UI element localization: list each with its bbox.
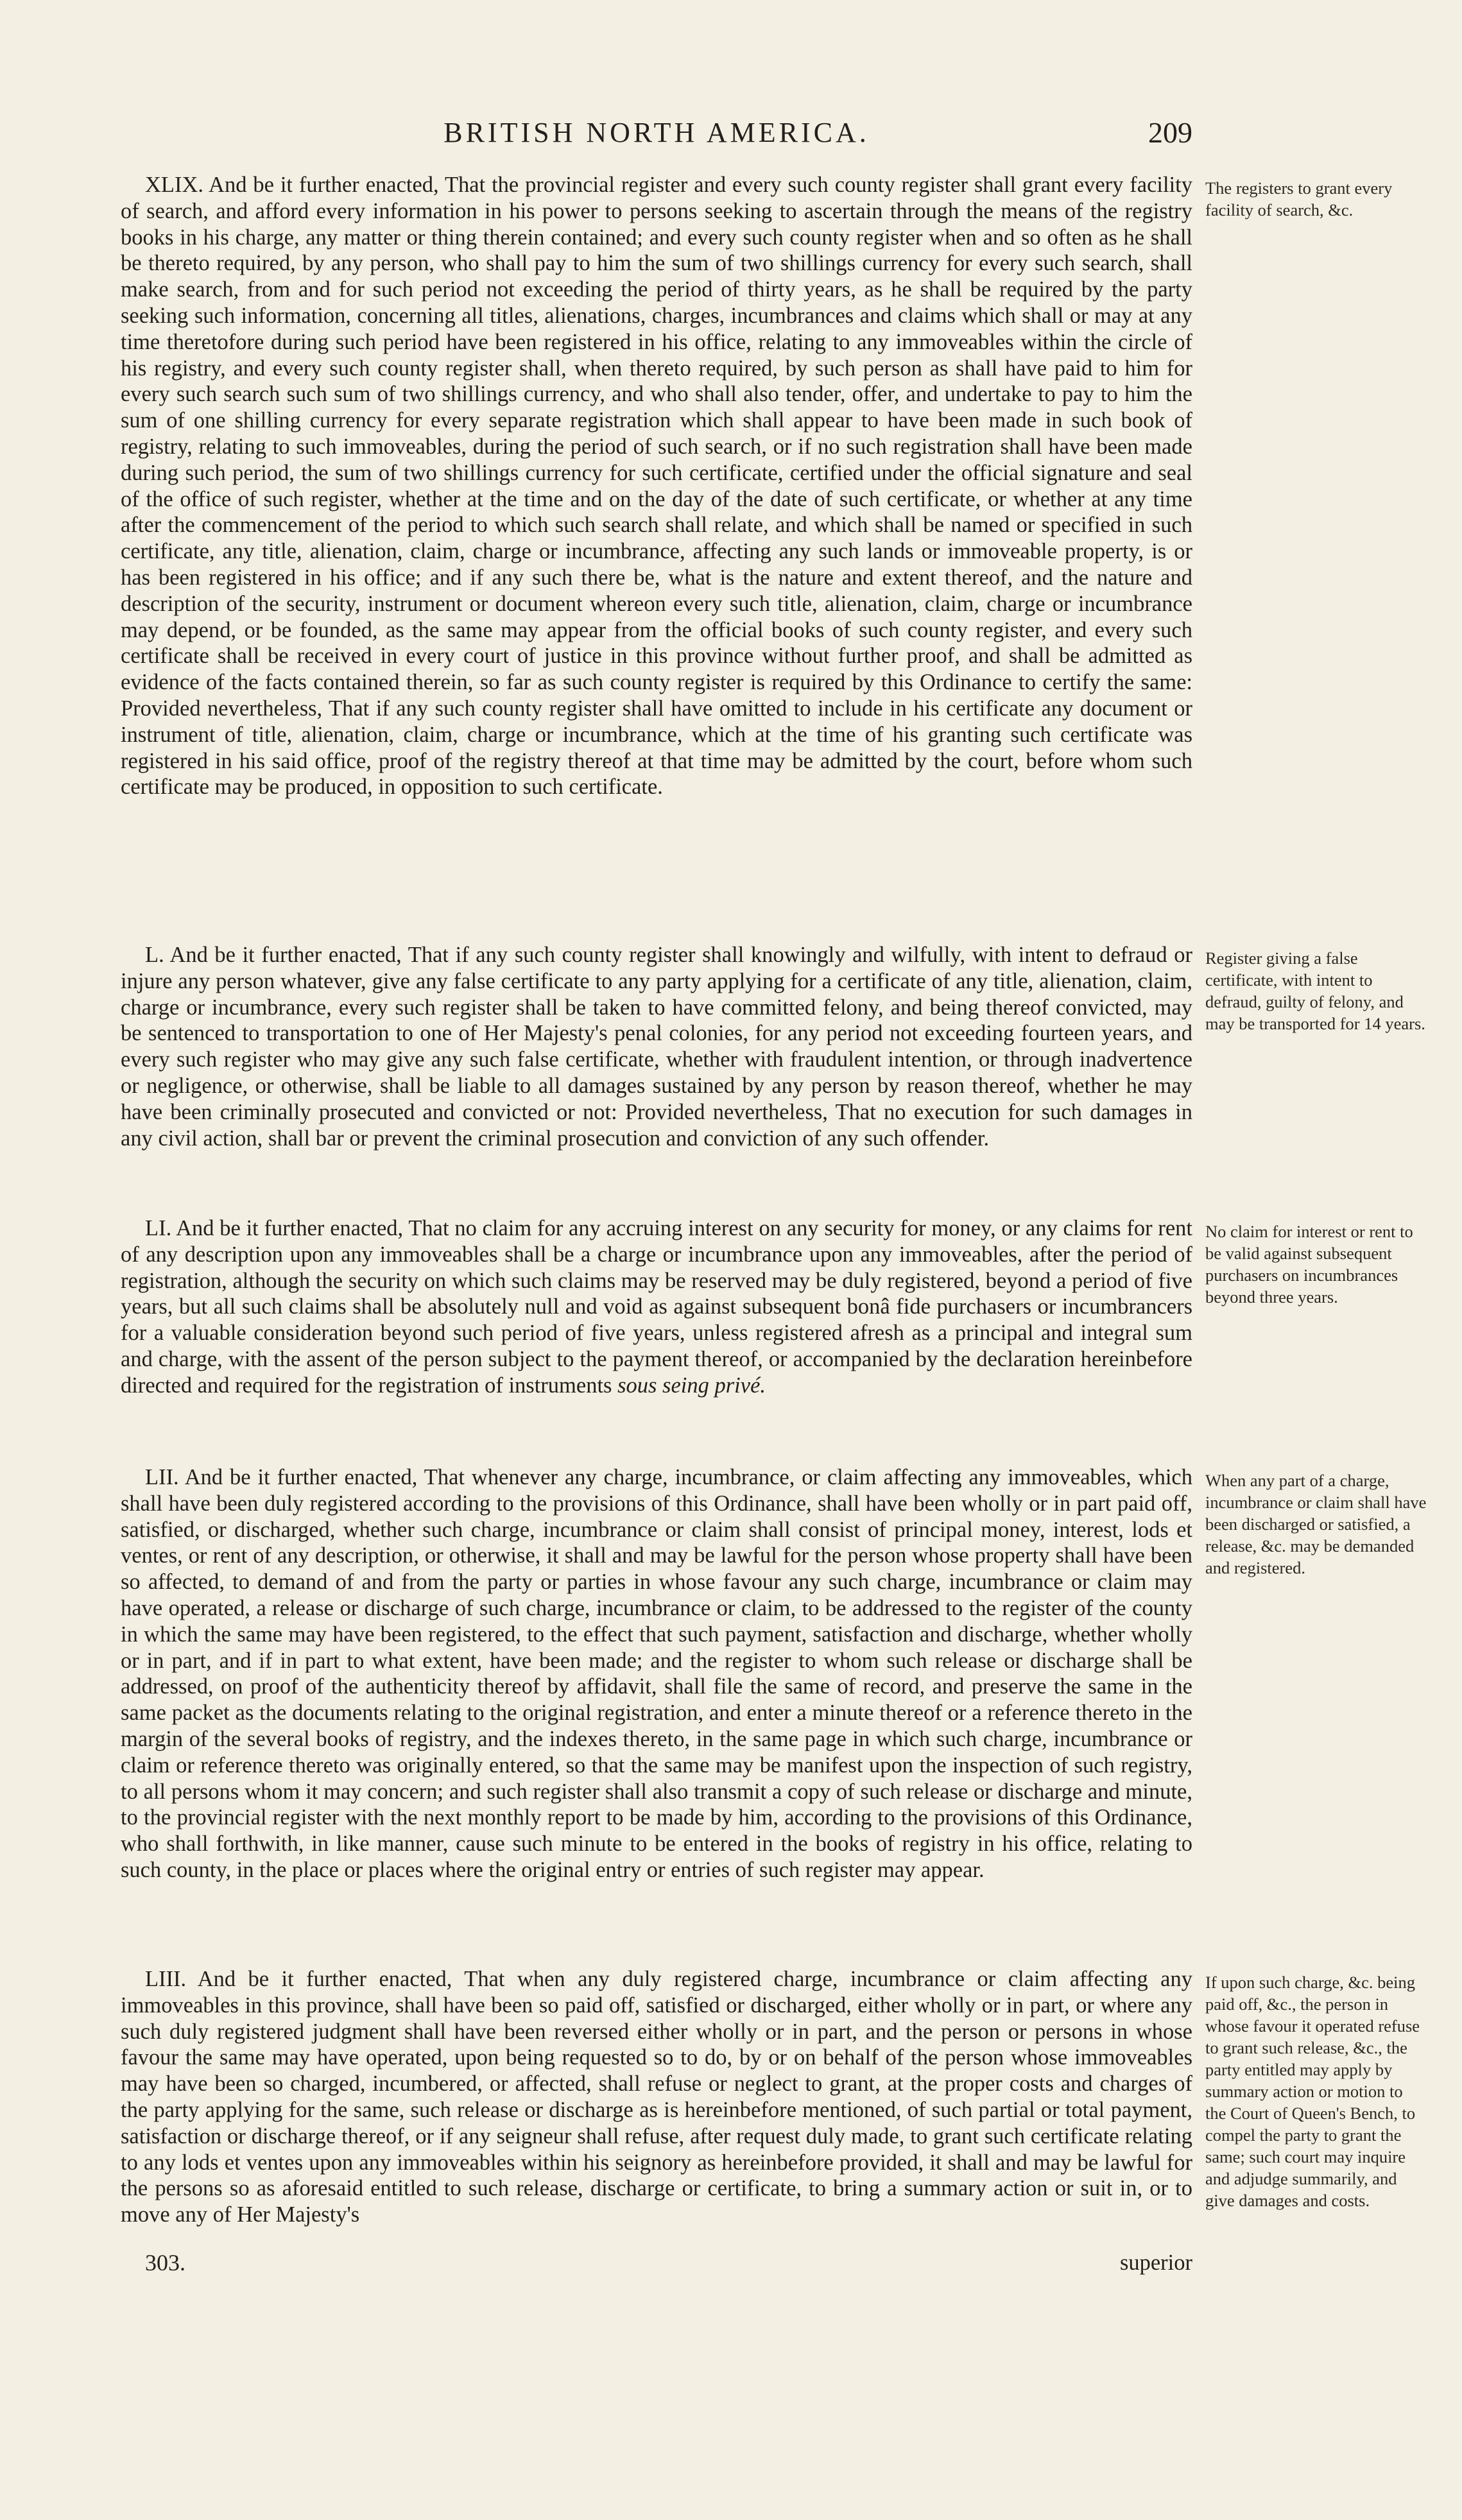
section-text-main: LI. And be it further enacted, That no claim for any accruing interest on any security for money, or any claims for rent of any description upon any immoveables shall be a charge or incumbrance upon any immoveables, after the period of registration, although the security on which such claims may be reserved may be duly registered, beyond a period of five years, but all such claims shall be absolutely null and void as against subsequent bonâ fide purchasers or incumbrancers for a valuable consideration beyond such period of five years, unless registered afresh as a principal and integral sum and charge, with the assent of the person subject to the payment thereof, or accompanied by the declaration hereinbefore directed and required for the registration of instruments: [121, 1216, 1192, 1398]
page-number: 209: [1148, 116, 1192, 149]
marginal-note-text: When any part of a charge, incumbrance or claim shall have been discharged or satisfied, a release, &c. may be demanded and registered.: [1205, 1471, 1427, 1577]
marginal-note-text: No claim for interest or rent to be valid against subsequent purchasers on incumbrances beyond three years.: [1205, 1222, 1413, 1307]
section-text: LIII. And be it further enacted, That when any duly registered charge, incumbrance or claim affecting any immoveables in this province, shall have been so paid off, satisfied or discharged, either wholly or in part, or where any such duly registered judgment shall have been reversed either wholly or in part, and the person or persons in whose favour the same may have operated, upon being requested so to do, by or on behalf of the person whose immoveables may have been so charged, incumbered, or affected, shall refuse or neglect to grant, at the proper costs and charges of the party applying for the same, such release or discharge as is hereinbefore mentioned, of such partial or total payment, satisfaction or discharge thereof, or if any seigneur shall refuse, after request duly made, to grant such certificate relating to any lods et ventes upon any immoveables within his seignory as hereinbefore provided, it shall and may be lawful for the persons so as aforesaid entitled to such release, discharge or certificate, to bring a summary action or suit in, or to move any of Her Majesty's: [121, 1967, 1192, 2227]
section-lii: [121, 1464, 1192, 1883]
section-text: XLIX. And be it further enacted, That the provincial register and every such county register shall grant every facility of search, and afford every information in his power to persons seeking to ascertain through the means of the registry books in his charge, any matter or thing therein contained; and every such county register when and so often as he shall be thereto required, by any person, who shall pay to him the sum of two shillings currency for every such search, shall make search, from and for such period not exceeding the period of thirty years, as he shall be required by the party seeking such information, concerning all titles, alienations, charges, incumbrances and claims which shall or may at any time theretofore during such period have been registered in his office, relating to any immoveables within the circle of his registry, and every such county register shall, when thereto required, by such person as shall have paid to him for every such search such sum of two shillings currency, and who shall also tender, offer, and undertake to pay to him the sum of one shilling currency for every separate registration which shall appear to have been made in such book of registry, relating to such immoveables, during the period of such search, or if no such registration shall have been made during such period, the sum of two shillings currency for such certificate, certified under the official signature and seal of the office of such register, whether at the time and on the day of the date of such certificate, or whether at any time after the commencement of the period to which such search shall relate, and which shall be named or specified in such certificate, any title, alienation, claim, charge or incumbrance, affecting any such lands or immoveable property, is or has been registered in his office; and if any such there be, what is the nature and extent thereof, and the nature and description of the security, instrument or document whereon every such title, alienation, claim, charge or incumbrance may depend, or be founded, as the same may appear from the official books of such county register, and every such certificate shall be received in every court of justice in this province without further proof, and shall be admitted as evidence of the facts contained therein, so far as such county register is required by this Ordinance to certify the same: Provided nevertheless, That if any such county register shall have omitted to include in his certificate any document or instrument of title, alienation, claim, charge or incumbrance, which at the time of his granting such certificate was registered in his said office, proof of the registry thereof at that time may be admitted by the court, before whom such certificate may be produced, in opposition to such certificate.: [121, 173, 1192, 800]
page-footer: [121, 2249, 1192, 2277]
section-text-italic: sous seing privé.: [617, 1373, 766, 1398]
signature-mark: 303.: [145, 2250, 185, 2276]
section-text: [121, 1215, 1192, 1399]
marginal-note-li: [1205, 1221, 1427, 1308]
marginal-note-text: If upon such charge, &c. being paid off, &c., the person in whose favour it operated refuse to grant such release, &c., the party entitled may apply by summary action or motion to the Court of Queen's Bench, to compel the party to grant the same; such court may inquire and adjudge summarily, and give damages and costs.: [1205, 1973, 1420, 2210]
catchword: superior: [1119, 2250, 1192, 2275]
marginal-note-liii: [1205, 1971, 1427, 2211]
section-liii: [121, 1966, 1192, 2228]
marginal-note-xlix: [1205, 177, 1427, 221]
section-l: [121, 942, 1192, 1151]
section-text: LII. And be it further enacted, That whenever any charge, incumbrance, or claim affecting any immoveables, which shall have been duly registered according to the provisions of this Ordinance, shall have been wholly or in part paid off, satisfied, or discharged, whether such charge, incumbrance or claim shall consist of principal money, interest, lods et ventes, or rent of any description, or otherwise, it shall and may be lawful for the person whose property shall have been so affected, to demand of and from the party or parties in whose favour any such charge, incumbrance or claim may have operated, a release or discharge of such charge, incumbrance or claim, to be addressed to the register of the county in which the same may have been registered, to the effect that such payment, satisfaction and discharge, whether wholly or in part, and if in part to what extent, have been made; and the register to whom such release or discharge shall be addressed, on proof of the authenticity thereof by affidavit, shall file the same of record, and preserve the same in the same packet as the documents relating to the original registration, and enter a minute thereof or a reference thereto in the margin of the several books of registry, and the indexes thereto, in the same page in which such charge, incumbrance or claim or reference thereto was originally entered, so that the same may be manifest upon the inspection of such registry, to all persons whom it may concern; and such register shall also transmit a copy of such release or discharge and minute, to the provincial register with the next monthly report to be made by him, according to the provisions of this Ordinance, who shall forthwith, in like manner, cause such minute to be entered in the books of registry in his office, relating to such county, in the place or places where the original entry or entries of such register may appear.: [121, 1465, 1192, 1882]
section-li: [121, 1215, 1192, 1399]
section-xlix: [121, 172, 1192, 800]
running-head: BRITISH NORTH AMERICA.: [443, 117, 870, 148]
marginal-note-text: The registers to grant every facility of search, &c.: [1205, 178, 1393, 219]
marginal-note-text: Register giving a false certificate, with intent to defraud, guilty of felony, and may be transported for 14 years.: [1205, 948, 1425, 1033]
page-header: [121, 110, 1192, 155]
marginal-note-lii: [1205, 1470, 1427, 1579]
section-text: L. And be it further enacted, That if any such county register shall knowingly and wilfully, with intent to defraud or injure any person whatever, give any false certificate to any party applying for a certificate of any title, alienation, claim, charge or incumbrance, every such register shall be taken to have committed felony, and being thereof convicted, may be sentenced to transportation to one of Her Majesty's penal colonies, for any period not exceeding fourteen years, and every such register who may give any such false certificate, whether with fraudulent intention, or through inadvertence or negligence, or otherwise, shall be liable to all damages sustained by any person by reason thereof, whether he may have been criminally prosecuted and convicted or not: Provided nevertheless, That no execution for such damages in any civil action, shall bar or prevent the criminal prosecution and conviction of any such offender.: [121, 943, 1192, 1151]
marginal-note-l: [1205, 947, 1427, 1034]
